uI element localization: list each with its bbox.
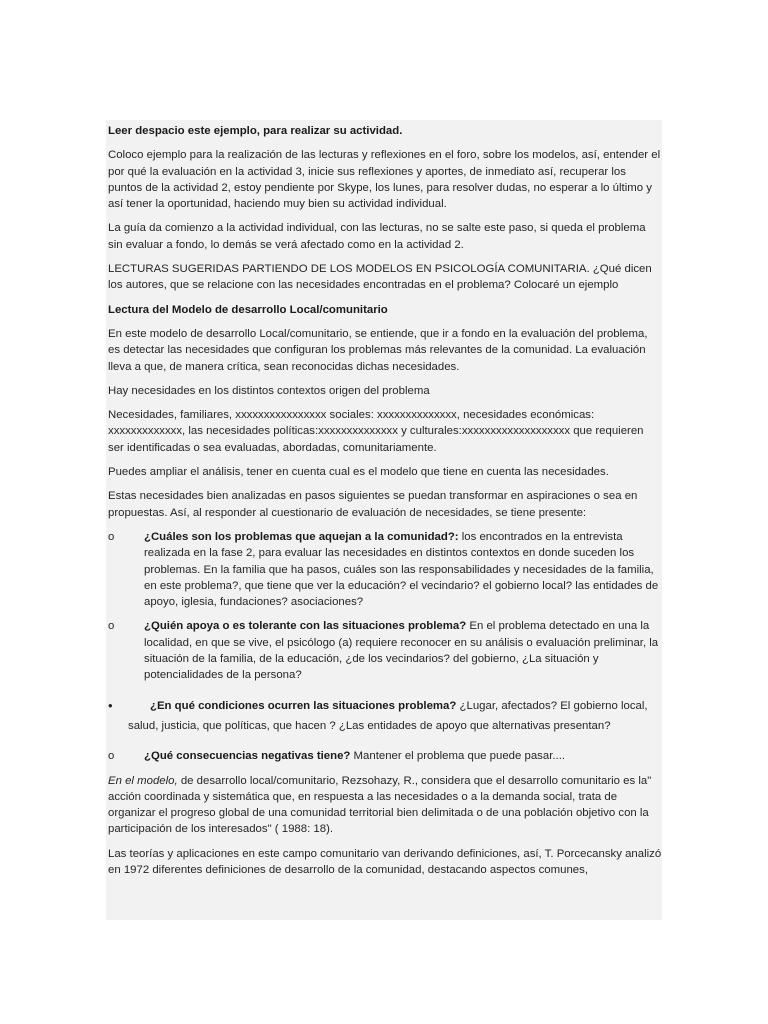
guide-paragraph: La guía da comienzo a la actividad individual, con las lecturas, no se salte este paso, si queda el problema sin evaluar a fondo, lo demás se verá afectado como en la actividad 2. <box>108 222 646 251</box>
document-body <box>106 120 662 878</box>
question-text: ¿Qué consecuencias negativas tiene? <box>144 750 351 763</box>
question-item-support <box>108 618 662 683</box>
question-text: ¿Cuáles son los problemas que aquejan a la comunidad?: <box>144 530 459 543</box>
question-text: ¿En qué condiciones ocurren las situaciones problema? <box>150 699 457 712</box>
needs-analysis-paragraph: Estas necesidades bien analizadas en pasos siguientes se puedan transformar en aspiraciones o sea en propuestas. Así, al responder al cuestionario de evaluación de necesidades, se tiene presente: <box>108 490 638 519</box>
question-answer: ¿Lugar, afectados? El gobierno local, <box>456 699 648 712</box>
model-paragraph: En este modelo de desarrollo Local/comunitario, se entiende, que ir a fondo en la evaluación del problema, es detectar las necesidades que configuran los problemas más relevantes de la comunidad. La evaluación lleva a que, de manera crítica, sean reconocidas dichas necesidades. <box>108 327 648 373</box>
question-answer: En el problema detectado en una la localidad, en que se vive, el psicólogo (a) requiere reconocer en su análisis o evaluación preliminar, la situación de la familia, de la educación, ¿de los vecindarios? del gobierno, ¿La situación y potencialidades de la persona? <box>144 620 659 682</box>
question-text: ¿Quién apoya o es tolerante con las situaciones problema? <box>144 620 467 633</box>
document-heading: Leer despacio este ejemplo, para realizar su actividad. <box>108 125 403 137</box>
section-subheading: Lectura del Modelo de desarrollo Local/comunitario <box>108 303 388 316</box>
definition-paragraph: En el modelo, de desarrollo local/comunitario, Rezsohazy, R., considera que el desarrollo comunitario es la" acción coordinada y sistemática que, en respuesta a las necesidades o a la demanda social, trata de organizar el progreso global de una comunidad territorial bien delimitada o de una población objetivo con la participación de los interesados" ( 1988: 18). <box>108 774 652 836</box>
italic-lead: En el modelo, <box>108 774 178 787</box>
suggested-readings-paragraph: LECTURAS SUGERIDAS PARTIENDO DE LOS MODELOS EN PSICOLOGÍA COMUNITARIA. ¿Qué dicen los autores, que se relacione con las necesidades encontradas en el problema? Colocaré un ejemplo <box>108 263 652 292</box>
contexts-paragraph: Hay necesidades en los distintos contextos origen del problema <box>108 384 430 397</box>
question-item-problems <box>108 529 662 610</box>
document-page <box>106 120 662 920</box>
question-item-consequences <box>108 748 662 764</box>
intro-paragraph: Coloco ejemplo para la realización de las lecturas y reflexiones en el foro, sobre los modelos, así, entender el por qué la evaluación en la actividad 3, inicie sus reflexiones y aportes, de inmediato así, recuperar los puntos de la actividad 2, estoy pendiente por Skype, los lunes, para resolver dudas, no esperar a lo último y así tener la oportunidad, haciendo muy bien su actividad individual. <box>108 149 661 211</box>
question-item-conditions <box>108 698 662 714</box>
question-answer: los encontrados en la entrevista realizada en la fase 2, para evaluar las necesidades en distintos contextos en donde suceden los problemas. En la familia que ha pasos, cuáles son las responsabilidades y necesidades de la familia, en este problema?, que tiene que ver la educación? el vecindario? el gobierno local? las entidades de apoyo, iglesia, fundaciones? asociaciones? <box>144 530 659 609</box>
list-marker: o <box>108 750 115 763</box>
needs-paragraph: Necesidades, familiares, xxxxxxxxxxxxxxxx sociales: xxxxxxxxxxxxxx, necesidades económicas: xxxxxxxxxxxxx, las necesidades políticas:xxxxxxxxxxxxxx y culturales:xxxxxxxxxxxxxxxxxxx que requieren ser identificadas o sea evaluadas, abordadas, comunitariamente. <box>108 409 644 454</box>
question-conditions-continuation: salud, justicia, que políticas, que hacen ? ¿Las entidades de apoyo que alternativas presentan? <box>128 719 611 732</box>
question-answer: Mantener el problema que puede pasar.... <box>350 750 566 763</box>
theories-paragraph: Las teorías y aplicaciones en este campo comunitario van derivando definiciones, así, T. Porcecansky analizó en 1972 diferentes definiciones de desarrollo de la comunidad, destacando aspectos comunes, <box>108 847 662 876</box>
expand-analysis-paragraph: Puedes ampliar el análisis, tener en cuenta cual es el modelo que tiene en cuenta las necesidades. <box>108 466 609 479</box>
list-marker: o <box>108 530 115 543</box>
bullet-marker: • <box>108 697 113 713</box>
list-marker: o <box>108 620 115 633</box>
